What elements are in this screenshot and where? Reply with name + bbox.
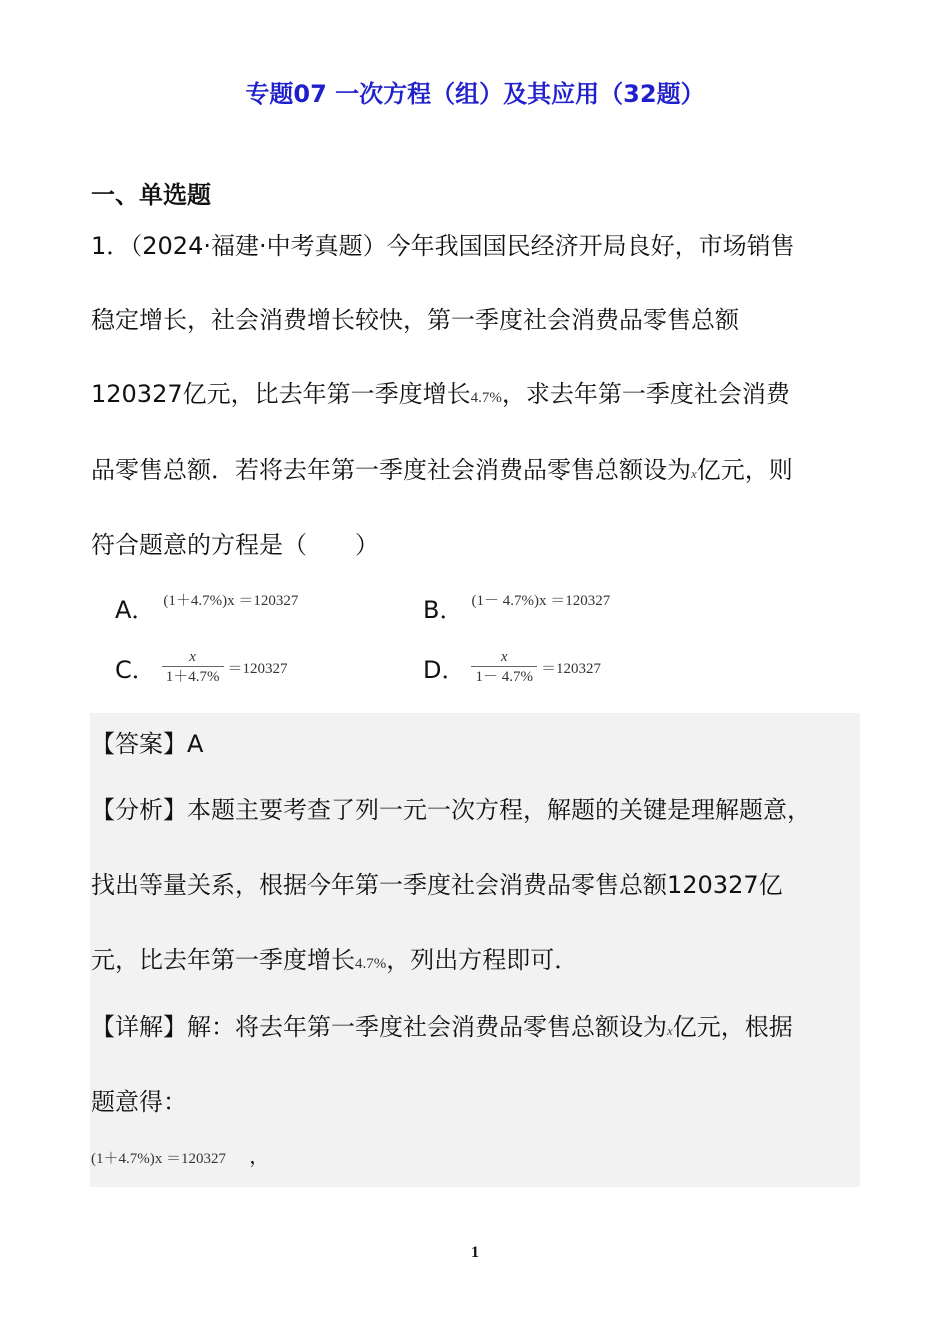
option-d-fraction [471, 648, 537, 687]
analysis-line-3a: 元，比去年第一季度增长 [91, 946, 355, 974]
question-line-3 [91, 374, 790, 409]
option-c[interactable] [115, 648, 288, 687]
option-c-label: C． [115, 656, 156, 684]
option-c-denominator: 1＋4.7% [162, 666, 224, 687]
detail-line-1b: 亿元，根据 [672, 1013, 793, 1041]
percent-value: 4.7% [470, 390, 502, 406]
option-a-expression: (1＋4.7%)x ＝120327 [163, 593, 299, 609]
analysis-line-2: 找出等量关系，根据今年第一季度社会消费品零售总额120327亿 [91, 871, 783, 899]
option-a-label: A． [115, 596, 156, 624]
option-d-label: D． [423, 656, 466, 684]
detail-equation: (1＋4.7%)x ＝120327 [91, 1151, 226, 1167]
analysis-line-1: 【分析】本题主要考查了列一元一次方程，解题的关键是理解题意， [91, 796, 811, 824]
detail-variable-x: x [667, 1023, 673, 1038]
option-b-expression: (1－ 4.7%)x ＝120327 [471, 593, 611, 609]
analysis-percent: 4.7% [355, 956, 387, 972]
question-line-4 [91, 450, 793, 485]
detail-line-1a: 【详解】解：将去年第一季度社会消费品零售总额设为 [91, 1013, 667, 1041]
question-line-4a: 品零售总额．若将去年第一季度社会消费品零售总额设为 [91, 456, 691, 484]
question-line-2: 稳定增长，社会消费增长较快，第一季度社会消费品零售总额 [91, 306, 739, 334]
detail-comma: ， [249, 1144, 270, 1168]
option-d-numerator: x [500, 649, 508, 665]
detail-line-1 [91, 1007, 793, 1042]
option-a[interactable] [115, 590, 298, 625]
detail-line-2: 题意得： [91, 1088, 187, 1116]
question-line-3b: ，求去年第一季度社会消费 [501, 380, 790, 408]
detail-equation-line [91, 1140, 269, 1169]
option-b-label: B． [423, 596, 464, 624]
question-line-1: 1．（2024·福建·中考真题）今年我国国民经济开局良好，市场销售 [91, 232, 795, 260]
option-d-equals: ＝120327 [540, 661, 601, 677]
page-number: 1 [471, 1244, 479, 1261]
question-line-4b: 亿元，则 [696, 456, 793, 484]
question-line-3a: 120327亿元，比去年第一季度增长 [91, 380, 471, 408]
variable-x: x [691, 466, 697, 481]
option-b[interactable] [423, 590, 610, 625]
option-c-numerator: x [189, 649, 196, 665]
answer-line: 【答案】A [91, 730, 204, 758]
page-title: 专题07 一次方程（组）及其应用（32题） [245, 80, 705, 108]
option-c-fraction [162, 648, 224, 687]
section-heading: 一、单选题 [91, 181, 211, 209]
option-d[interactable] [423, 648, 601, 687]
analysis-line-3 [91, 940, 578, 975]
option-c-equals: ＝120327 [227, 661, 288, 677]
question-line-5: 符合题意的方程是（ ） [91, 531, 379, 559]
analysis-line-3b: ，列出方程即可． [386, 946, 579, 974]
option-d-denominator: 1－ 4.7% [471, 666, 537, 687]
